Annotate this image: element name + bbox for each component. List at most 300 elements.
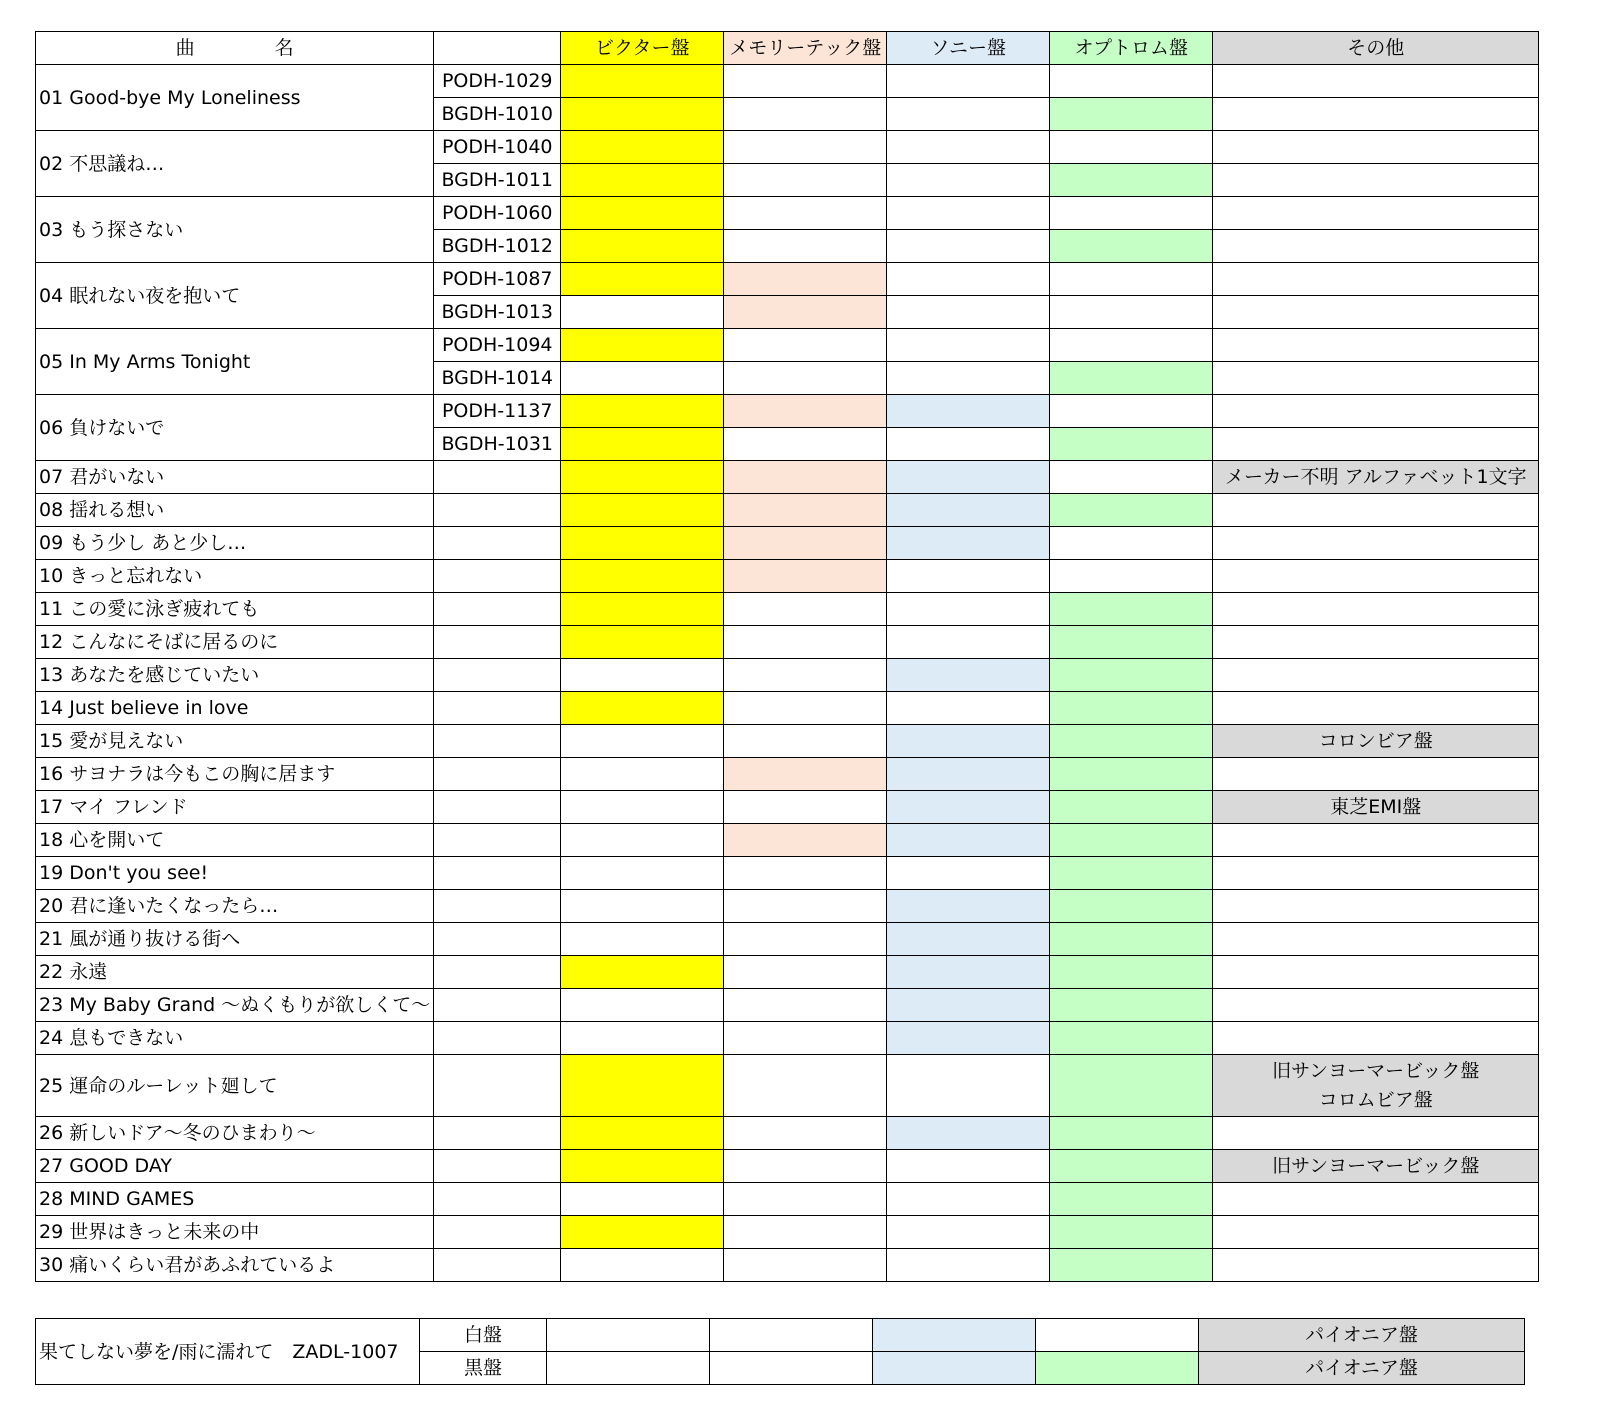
other-cell bbox=[1213, 395, 1539, 428]
victor-cell bbox=[561, 329, 724, 362]
header-memorytech: メモリーテック盤 bbox=[724, 32, 887, 65]
catalog-code: BGDH-1012 bbox=[434, 230, 561, 263]
single-pressing-table bbox=[35, 1318, 1525, 1385]
sony-cell bbox=[887, 593, 1050, 626]
catalog-code bbox=[434, 1055, 561, 1117]
catalog-code bbox=[434, 1150, 561, 1183]
song-title: 20 君に逢いたくなったら… bbox=[36, 890, 434, 923]
song-title: 24 息もできない bbox=[36, 1022, 434, 1055]
other-cell bbox=[1213, 989, 1539, 1022]
victor-cell bbox=[561, 1150, 724, 1183]
sony-cell bbox=[887, 428, 1050, 461]
memorytech-cell bbox=[724, 857, 887, 890]
catalog-code: BGDH-1010 bbox=[434, 98, 561, 131]
catalog-code bbox=[434, 527, 561, 560]
optrom-cell bbox=[1050, 890, 1213, 923]
sony-cell bbox=[887, 98, 1050, 131]
song-title: 05 In My Arms Tonight bbox=[36, 329, 434, 395]
memorytech-cell bbox=[724, 560, 887, 593]
song-title: 18 心を開いて bbox=[36, 824, 434, 857]
table-row bbox=[36, 527, 1539, 560]
victor-cell bbox=[561, 692, 724, 725]
table-row bbox=[36, 494, 1539, 527]
victor-cell bbox=[561, 824, 724, 857]
other-cell bbox=[1213, 197, 1539, 230]
memorytech-cell bbox=[724, 659, 887, 692]
catalog-code bbox=[434, 857, 561, 890]
memorytech-cell bbox=[724, 461, 887, 494]
memorytech-cell bbox=[724, 791, 887, 824]
catalog-code bbox=[434, 923, 561, 956]
sony-cell bbox=[887, 197, 1050, 230]
memorytech-cell bbox=[724, 1183, 887, 1216]
memorytech-cell bbox=[724, 1150, 887, 1183]
song-title: 04 眠れない夜を抱いて bbox=[36, 263, 434, 329]
catalog-code: PODH-1060 bbox=[434, 197, 561, 230]
song-title: 27 GOOD DAY bbox=[36, 1150, 434, 1183]
table-row bbox=[36, 857, 1539, 890]
other-cell: メーカー不明 アルファベット1文字 bbox=[1213, 461, 1539, 494]
table-row bbox=[36, 1183, 1539, 1216]
catalog-code: BGDH-1031 bbox=[434, 428, 561, 461]
sony-cell bbox=[887, 1117, 1050, 1150]
other-cell bbox=[1213, 98, 1539, 131]
table-row bbox=[36, 725, 1539, 758]
table-row bbox=[36, 956, 1539, 989]
memorytech-cell bbox=[724, 1022, 887, 1055]
other-cell bbox=[1213, 494, 1539, 527]
memorytech-cell bbox=[724, 725, 887, 758]
memorytech-cell bbox=[724, 758, 887, 791]
memorytech-cell bbox=[724, 1249, 887, 1282]
sony-cell bbox=[887, 1022, 1050, 1055]
song-title: 25 運命のルーレット廻して bbox=[36, 1055, 434, 1117]
optrom-cell bbox=[1050, 1216, 1213, 1249]
optrom-cell bbox=[1050, 362, 1213, 395]
header-sony: ソニー盤 bbox=[887, 32, 1050, 65]
table-row bbox=[36, 1117, 1539, 1150]
table-row bbox=[36, 65, 1539, 98]
optrom-cell bbox=[1050, 428, 1213, 461]
catalog-code bbox=[434, 692, 561, 725]
other-cell bbox=[1213, 923, 1539, 956]
sony-cell bbox=[887, 659, 1050, 692]
other-cell: パイオニア盤 bbox=[1199, 1319, 1525, 1352]
victor-cell bbox=[561, 131, 724, 164]
table-row bbox=[36, 263, 1539, 296]
memorytech-cell bbox=[724, 1055, 887, 1117]
victor-cell bbox=[561, 395, 724, 428]
song-title: 28 MIND GAMES bbox=[36, 1183, 434, 1216]
sony-cell bbox=[887, 527, 1050, 560]
memorytech-cell bbox=[724, 692, 887, 725]
table-row bbox=[36, 329, 1539, 362]
catalog-code bbox=[434, 461, 561, 494]
table-row bbox=[36, 1249, 1539, 1282]
sony-cell bbox=[887, 1183, 1050, 1216]
victor-cell bbox=[561, 791, 724, 824]
catalog-code bbox=[434, 560, 561, 593]
optrom-cell bbox=[1050, 1022, 1213, 1055]
header-song-name: 曲 名 bbox=[36, 32, 434, 65]
victor-cell bbox=[561, 758, 724, 791]
optrom-cell bbox=[1050, 1183, 1213, 1216]
other-cell bbox=[1213, 329, 1539, 362]
optrom-cell bbox=[1050, 725, 1213, 758]
optrom-cell bbox=[1050, 164, 1213, 197]
memorytech-cell bbox=[724, 98, 887, 131]
sony-cell bbox=[887, 560, 1050, 593]
song-title: 01 Good-bye My Loneliness bbox=[36, 65, 434, 131]
sony-cell bbox=[887, 626, 1050, 659]
song-title: 07 君がいない bbox=[36, 461, 434, 494]
song-title: 26 新しいドア～冬のひまわり～ bbox=[36, 1117, 434, 1150]
victor-cell bbox=[561, 857, 724, 890]
catalog-code bbox=[434, 758, 561, 791]
other-cell bbox=[1213, 1055, 1539, 1117]
victor-cell bbox=[561, 956, 724, 989]
memorytech-cell bbox=[724, 395, 887, 428]
victor-cell bbox=[561, 362, 724, 395]
memorytech-cell bbox=[724, 296, 887, 329]
catalog-code bbox=[434, 890, 561, 923]
optrom-cell bbox=[1050, 527, 1213, 560]
other-cell: 東芝EMI盤 bbox=[1213, 791, 1539, 824]
catalog-code bbox=[434, 989, 561, 1022]
other-cell bbox=[1213, 890, 1539, 923]
sony-cell bbox=[887, 494, 1050, 527]
victor-cell bbox=[547, 1319, 710, 1352]
victor-cell bbox=[561, 593, 724, 626]
optrom-cell bbox=[1050, 131, 1213, 164]
song-title: 29 世界はきっと未来の中 bbox=[36, 1216, 434, 1249]
catalog-code: BGDH-1013 bbox=[434, 296, 561, 329]
optrom-cell bbox=[1050, 263, 1213, 296]
memorytech-cell bbox=[724, 131, 887, 164]
sony-cell bbox=[887, 692, 1050, 725]
sony-cell bbox=[873, 1352, 1036, 1385]
other-cell bbox=[1213, 593, 1539, 626]
sony-cell bbox=[887, 329, 1050, 362]
optrom-cell bbox=[1050, 461, 1213, 494]
optrom-cell bbox=[1050, 956, 1213, 989]
header-other: その他 bbox=[1213, 32, 1539, 65]
optrom-cell bbox=[1036, 1319, 1199, 1352]
table-row bbox=[36, 1022, 1539, 1055]
other-cell bbox=[1213, 65, 1539, 98]
song-title: 23 My Baby Grand ～ぬくもりが欲しくて～ bbox=[36, 989, 434, 1022]
catalog-code: PODH-1029 bbox=[434, 65, 561, 98]
other-cell bbox=[1213, 527, 1539, 560]
memorytech-cell bbox=[724, 230, 887, 263]
catalog-code: PODH-1137 bbox=[434, 395, 561, 428]
catalog-code bbox=[434, 824, 561, 857]
table-row bbox=[36, 395, 1539, 428]
victor-cell bbox=[561, 890, 724, 923]
memorytech-cell bbox=[724, 527, 887, 560]
table-row bbox=[36, 131, 1539, 164]
other-cell bbox=[1213, 1183, 1539, 1216]
optrom-cell bbox=[1050, 824, 1213, 857]
other-cell bbox=[1213, 428, 1539, 461]
victor-cell bbox=[561, 296, 724, 329]
sony-cell bbox=[887, 461, 1050, 494]
memorytech-cell bbox=[724, 65, 887, 98]
victor-cell bbox=[561, 494, 724, 527]
sony-cell bbox=[887, 1055, 1050, 1117]
other-label-line1: 旧サンヨーマービック盤 bbox=[1272, 1059, 1480, 1082]
victor-cell bbox=[561, 725, 724, 758]
victor-cell bbox=[547, 1352, 710, 1385]
memorytech-cell bbox=[724, 923, 887, 956]
victor-cell bbox=[561, 659, 724, 692]
other-cell bbox=[1213, 626, 1539, 659]
memorytech-cell bbox=[724, 626, 887, 659]
victor-cell bbox=[561, 461, 724, 494]
other-cell: 旧サンヨーマービック盤 bbox=[1213, 1150, 1539, 1183]
table-row bbox=[36, 560, 1539, 593]
table-row bbox=[36, 593, 1539, 626]
victor-cell bbox=[561, 1216, 724, 1249]
header-row bbox=[36, 32, 1539, 65]
memorytech-cell bbox=[724, 164, 887, 197]
other-cell bbox=[1213, 692, 1539, 725]
other-cell bbox=[1213, 296, 1539, 329]
victor-cell bbox=[561, 626, 724, 659]
other-cell bbox=[1213, 1216, 1539, 1249]
sony-cell bbox=[887, 890, 1050, 923]
memorytech-cell bbox=[710, 1319, 873, 1352]
song-title: 30 痛いくらい君があふれているよ bbox=[36, 1249, 434, 1282]
optrom-cell bbox=[1050, 1150, 1213, 1183]
table-row bbox=[36, 197, 1539, 230]
catalog-code bbox=[434, 1022, 561, 1055]
memorytech-cell bbox=[724, 956, 887, 989]
sony-cell bbox=[887, 758, 1050, 791]
catalog-code: BGDH-1011 bbox=[434, 164, 561, 197]
victor-cell bbox=[561, 1183, 724, 1216]
memorytech-cell bbox=[724, 494, 887, 527]
sony-cell bbox=[887, 230, 1050, 263]
other-cell bbox=[1213, 131, 1539, 164]
other-cell bbox=[1213, 263, 1539, 296]
memorytech-cell bbox=[724, 197, 887, 230]
memorytech-cell bbox=[724, 989, 887, 1022]
victor-cell bbox=[561, 1117, 724, 1150]
victor-cell bbox=[561, 164, 724, 197]
optrom-cell bbox=[1050, 758, 1213, 791]
victor-cell bbox=[561, 230, 724, 263]
catalog-code: BGDH-1014 bbox=[434, 362, 561, 395]
catalog-code bbox=[434, 791, 561, 824]
other-cell: コロンビア盤 bbox=[1213, 725, 1539, 758]
song-title: 02 不思議ね… bbox=[36, 131, 434, 197]
other-cell bbox=[1213, 758, 1539, 791]
sony-cell bbox=[887, 923, 1050, 956]
memorytech-cell bbox=[724, 593, 887, 626]
optrom-cell bbox=[1050, 395, 1213, 428]
catalog-code: PODH-1040 bbox=[434, 131, 561, 164]
table-row bbox=[36, 758, 1539, 791]
optrom-cell bbox=[1050, 197, 1213, 230]
optrom-cell bbox=[1050, 1055, 1213, 1117]
header-optrom: オプトロム盤 bbox=[1050, 32, 1213, 65]
table-row bbox=[36, 1319, 1525, 1352]
optrom-cell bbox=[1036, 1352, 1199, 1385]
song-title: 16 サヨナラは今もこの胸に居ます bbox=[36, 758, 434, 791]
sony-cell bbox=[887, 164, 1050, 197]
table-row bbox=[36, 1150, 1539, 1183]
sony-cell bbox=[887, 296, 1050, 329]
optrom-cell bbox=[1050, 1117, 1213, 1150]
song-title: 15 愛が見えない bbox=[36, 725, 434, 758]
victor-cell bbox=[561, 197, 724, 230]
victor-cell bbox=[561, 989, 724, 1022]
sony-cell bbox=[887, 1150, 1050, 1183]
other-label-line2: コロムビア盤 bbox=[1318, 1088, 1433, 1111]
song-title: 06 負けないで bbox=[36, 395, 434, 461]
optrom-cell bbox=[1050, 989, 1213, 1022]
optrom-cell bbox=[1050, 230, 1213, 263]
sony-cell bbox=[887, 131, 1050, 164]
song-title: 10 きっと忘れない bbox=[36, 560, 434, 593]
other-cell bbox=[1213, 1249, 1539, 1282]
optrom-cell bbox=[1050, 923, 1213, 956]
memorytech-cell bbox=[724, 1216, 887, 1249]
header-victor: ビクター盤 bbox=[561, 32, 724, 65]
other-cell bbox=[1213, 362, 1539, 395]
other-cell bbox=[1213, 560, 1539, 593]
table-row bbox=[36, 692, 1539, 725]
victor-cell bbox=[561, 1022, 724, 1055]
other-cell bbox=[1213, 824, 1539, 857]
table-row bbox=[36, 1216, 1539, 1249]
optrom-cell bbox=[1050, 692, 1213, 725]
sony-cell bbox=[887, 395, 1050, 428]
table-row bbox=[36, 824, 1539, 857]
song-title: 21 風が通り抜ける街へ bbox=[36, 923, 434, 956]
victor-cell bbox=[561, 428, 724, 461]
catalog-code bbox=[434, 956, 561, 989]
other-cell bbox=[1213, 956, 1539, 989]
song-title: 03 もう探さない bbox=[36, 197, 434, 263]
catalog-code bbox=[434, 593, 561, 626]
other-cell bbox=[1213, 1022, 1539, 1055]
optrom-cell bbox=[1050, 857, 1213, 890]
catalog-code bbox=[434, 1183, 561, 1216]
sony-cell bbox=[887, 65, 1050, 98]
song-title: 17 マイ フレンド bbox=[36, 791, 434, 824]
other-cell bbox=[1213, 857, 1539, 890]
song-title: 08 揺れる想い bbox=[36, 494, 434, 527]
table-row bbox=[36, 659, 1539, 692]
single-title: 果てしない夢を/雨に濡れて ZADL-1007 bbox=[36, 1319, 420, 1385]
victor-cell bbox=[561, 923, 724, 956]
other-cell bbox=[1213, 164, 1539, 197]
pressing-table bbox=[35, 31, 1539, 1282]
song-title: 09 もう少し あと少し… bbox=[36, 527, 434, 560]
song-title: 11 この愛に泳ぎ疲れても bbox=[36, 593, 434, 626]
victor-cell bbox=[561, 263, 724, 296]
sony-cell bbox=[887, 362, 1050, 395]
memorytech-cell bbox=[724, 1117, 887, 1150]
optrom-cell bbox=[1050, 791, 1213, 824]
other-cell bbox=[1213, 230, 1539, 263]
sony-cell bbox=[887, 824, 1050, 857]
optrom-cell bbox=[1050, 1249, 1213, 1282]
victor-cell bbox=[561, 1055, 724, 1117]
memorytech-cell bbox=[724, 428, 887, 461]
catalog-code bbox=[434, 659, 561, 692]
table-row bbox=[36, 461, 1539, 494]
victor-cell bbox=[561, 1249, 724, 1282]
catalog-code bbox=[434, 1117, 561, 1150]
other-cell bbox=[1213, 1117, 1539, 1150]
table-row bbox=[36, 923, 1539, 956]
header-code bbox=[434, 32, 561, 65]
memorytech-cell bbox=[710, 1352, 873, 1385]
sony-cell bbox=[887, 791, 1050, 824]
memorytech-cell bbox=[724, 824, 887, 857]
victor-cell bbox=[561, 65, 724, 98]
optrom-cell bbox=[1050, 560, 1213, 593]
song-title: 13 あなたを感じていたい bbox=[36, 659, 434, 692]
sony-cell bbox=[887, 857, 1050, 890]
optrom-cell bbox=[1050, 494, 1213, 527]
other-cell: パイオニア盤 bbox=[1199, 1352, 1525, 1385]
optrom-cell bbox=[1050, 329, 1213, 362]
table-row bbox=[36, 989, 1539, 1022]
memorytech-cell bbox=[724, 890, 887, 923]
catalog-code: PODH-1094 bbox=[434, 329, 561, 362]
white-label: 白盤 bbox=[420, 1319, 547, 1352]
sony-cell bbox=[887, 1216, 1050, 1249]
catalog-code bbox=[434, 1249, 561, 1282]
sony-cell bbox=[887, 989, 1050, 1022]
memorytech-cell bbox=[724, 263, 887, 296]
optrom-cell bbox=[1050, 65, 1213, 98]
catalog-code bbox=[434, 1216, 561, 1249]
song-title: 12 こんなにそばに居るのに bbox=[36, 626, 434, 659]
table-row bbox=[36, 1055, 1539, 1117]
black-label: 黒盤 bbox=[420, 1352, 547, 1385]
sony-cell bbox=[873, 1319, 1036, 1352]
song-title: 19 Don't you see! bbox=[36, 857, 434, 890]
table-row bbox=[36, 890, 1539, 923]
victor-cell bbox=[561, 98, 724, 131]
sony-cell bbox=[887, 263, 1050, 296]
optrom-cell bbox=[1050, 98, 1213, 131]
catalog-code bbox=[434, 725, 561, 758]
optrom-cell bbox=[1050, 626, 1213, 659]
catalog-code: PODH-1087 bbox=[434, 263, 561, 296]
memorytech-cell bbox=[724, 329, 887, 362]
memorytech-cell bbox=[724, 362, 887, 395]
table-row bbox=[36, 626, 1539, 659]
song-title: 22 永遠 bbox=[36, 956, 434, 989]
table-row bbox=[36, 791, 1539, 824]
optrom-cell bbox=[1050, 593, 1213, 626]
victor-cell bbox=[561, 560, 724, 593]
song-title: 14 Just believe in love bbox=[36, 692, 434, 725]
catalog-code bbox=[434, 494, 561, 527]
catalog-code bbox=[434, 626, 561, 659]
other-cell bbox=[1213, 659, 1539, 692]
optrom-cell bbox=[1050, 659, 1213, 692]
victor-cell bbox=[561, 527, 724, 560]
optrom-cell bbox=[1050, 296, 1213, 329]
sony-cell bbox=[887, 725, 1050, 758]
